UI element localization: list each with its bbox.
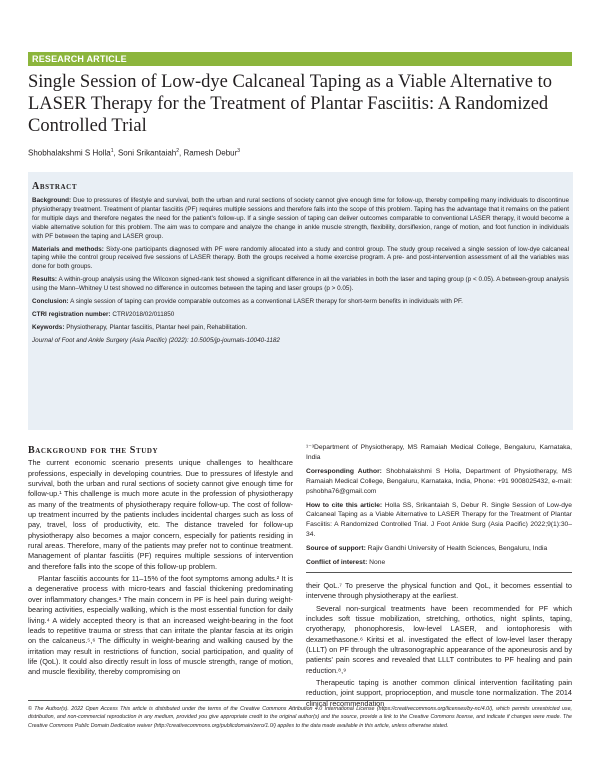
how-to-cite-text: Holla SS, Srikantaiah S, Debur R. Single Session of Low-dye Calcaneal Taping as a Viable Alternative to LASER Therapy for the Treatment of Plantar Fasciitis: A Randomized Controlled Trial. J Foot Ankle Surg (Asia Pacific) 2022;9(1):30–34.	[306, 501, 572, 539]
body-paragraph: Several non-surgical treatments have been recommended for PF which includes soft tissue mobilization, stretching, orthotics, night splints, taping, cryotherapy, phonophoresis, low-level LASER, and iontophoresis with dexamethasone.⁶ Kiritsi et al. investigated the effect of low-level laser therapy (LLLT) on PF through the ultrasonographic appearance of the aponeurosis and by patients' pain scores and revealed that LLLT contributes to PF healing and pain reduction.⁸,⁹	[306, 603, 572, 675]
author-name: Shobhalakshmi S Holla	[28, 148, 111, 158]
abstract-keywords-label: Keywords:	[32, 323, 65, 331]
right-column	[306, 443, 572, 709]
author-affiliation-marker: 2	[176, 148, 179, 154]
article-category-band	[28, 52, 572, 66]
conflict-of-interest-text: None	[367, 559, 386, 567]
corresponding-author-text: Shobhalakshmi S Holla, Department of Physiotherapy, MS Ramaiah Medical College, Bengaluru, Karnataka, India, Phone: +91 9008025432, e-mail: pshobha76@gmail.com	[306, 467, 572, 495]
conflict-of-interest-label: Conflict of interest:	[306, 559, 368, 567]
source-of-support-label: Source of support:	[306, 545, 366, 553]
abstract-conclusion-text: A single session of taping can provide comparable outcomes as a conventional LASER therapy for short-term benefits in individuals with PF.	[68, 298, 463, 306]
source-of-support	[306, 544, 572, 554]
abstract-ctri-text: CTRI/2018/02/011850	[110, 310, 175, 318]
abstract-methods-label: Materials and methods:	[32, 245, 104, 253]
abstract-methods	[32, 246, 569, 273]
body-paragraph: Plantar fasciitis accounts for 11–15% of the foot symptoms among adults.² It is a degenerative process with micro-tears and fascial thickening predominating over inflammatory changes.³ The main concern in PF is heel pain during weight-bearing activities, especially walking, which is the most essential function for daily living.⁴ A widely accepted theory is that an increased weight-bearing in the foot leads to repetitive trauma or stress that can irritate the plantar fascia at its origin on the calcaneus.⁵,⁶ The difficulty in weight-bearing and walking caused by the irritation may result in restrictions of function, social participation, and quality of life (QoL). It could also directly result in loss of muscle strength, range of motion, and muscle flexibility, thereby compromising on	[28, 574, 293, 677]
abstract-ctri-label: CTRI registration number:	[32, 310, 111, 318]
license-footer: © The Author(s). 2022 Open Access This article is distributed under the terms of the Creative Commons Attribution 4.0 International License (https://creativecommons.org/licenses/by-nc/4.0/), which permits unrestricted use, distribution, and non-commercial reproduction in any medium, provided you give appropriate credit to the original author(s) and the source, provide a link to the Creative Commons license, and indicate if changes were made. The Creative Commons Public Domain Dedication waiver (http://creativecommons.org/publicdomain/zero/1.0/) applies to the data made available in this article, unless otherwise stated.	[28, 706, 572, 729]
abstract-keywords	[32, 324, 569, 333]
body-paragraph: Therapeutic taping is another common clinical intervention facilitating pain reduction, joint support, proprioception, and muscle tone normalization. The 2014 clinical recommendation	[306, 678, 572, 708]
author-affiliation-marker: 3	[237, 148, 241, 154]
affiliation-block	[306, 443, 572, 568]
left-column	[28, 446, 293, 678]
section-heading: Background for the Study	[28, 445, 159, 456]
abstract-box	[28, 172, 573, 430]
abstract-conclusion	[32, 298, 569, 307]
abstract-background-text: Due to pressures of lifestyle and survival, both the urban and rural sections of society cannot give enough time for follow-up, thereby compelling many individuals to discontinue physiotherapy treatment. Treatment of plantar fasciitis (PF) requires multiple sessions and therefore falls into the scope of this problem. Taping has the advantage that it remains on the patient for multiple days and therefore negates the need for the patient's follow-up. If a single session of taping can deliver outcomes comparable to conventional LASER therapy, it would become a viable alternative solution for this problem. The aim was to compare and analyze the change in ankle muscle strength, flexibility, dorsiflexion, range of motion, and foot function in individuals with PF between the taping and LASER group.	[32, 197, 569, 240]
body-paragraph: their QoL.⁷ To preserve the physical function and QoL, it becomes essential to intervene through physiotherapy at the earliest.	[306, 580, 572, 601]
author-name: Soni Srikantaiah	[117, 148, 177, 158]
how-to-cite	[306, 501, 572, 541]
affiliation-dept: ¹⁻³Department of Physiotherapy, MS Ramaiah Medical College, Bengaluru, Karnataka, India	[306, 444, 572, 461]
article-category: RESEARCH ARTICLE	[32, 54, 127, 64]
how-to-cite-label: How to cite this article:	[306, 501, 383, 509]
author-list: Shobhalakshmi S Holla$^1$, Soni Srikantaiah$^2$, Ramesh Debur$^3$	[28, 148, 241, 158]
abstract-methods-text: Sixty-one participants diagnosed with PF were randomly allocated into a study and control group. The study group received a single session of low-dye calcaneal taping while the control group received five sessions of LASER therapy. Both the groups received a home exercise program. A pre- and post-intervention assessment of all the variables was done for both groups.	[32, 245, 569, 271]
conflict-of-interest	[306, 558, 572, 568]
author-affiliation-marker: 1	[110, 148, 114, 154]
article-title: Single Session of Low-dye Calcaneal Taping as a Viable Alternative to LASER Therapy for the Treatment of Plantar Fasciitis: A Randomized Controlled Trial	[28, 72, 553, 136]
abstract-keywords-text: Physiotherapy, Plantar fasciitis, Plantar heel pain, Rehabilitation.	[64, 323, 247, 331]
source-of-support-text: Rajiv Gandhi University of Health Sciences, Bengaluru, India	[365, 545, 548, 553]
abstract-results	[32, 276, 569, 294]
corresponding-author-label: Corresponding Author:	[306, 467, 382, 475]
corresponding-author	[306, 467, 572, 497]
abstract-results-label: Results:	[32, 276, 58, 284]
footer-divider	[28, 700, 572, 701]
affiliation-divider	[306, 572, 572, 573]
right-body-text	[306, 581, 572, 709]
body-paragraph: The current economic scenario presents unique challenges to healthcare professions, especially in developing countries. Due to pressures of lifestyle and survival, both the urban and rural sections of society cannot give enough time for follow-up.¹ This challenge is much more acute in the profession of physiotherapy as many of the treatments of physiotherapy require follow-up. The cost of follow-up treatment incurred by the patients includes incidental charges such as loss of pay, travel, loss of productivity, etc. The distance traveled for follow-up physiotherapy also becomes a major concern, especially for patients residing in rural areas. Therefore, many of the patients may prefer not to continue treatment. Management of plantar fasciitis (PF) requires multiple sessions of intervention and therefore falls into the scope of this follow-up problem.	[28, 458, 293, 571]
author-name: Ramesh Debur	[183, 148, 238, 158]
abstract-heading: Abstract	[32, 181, 78, 192]
abstract-background	[32, 197, 569, 242]
abstract-conclusion-label: Conclusion:	[32, 298, 69, 306]
abstract-ctri	[32, 311, 569, 320]
journal-reference: Journal of Foot and Ankle Surgery (Asia Pacific) (2022): 10.5005/jp-journals-10040-1182	[32, 336, 280, 344]
abstract-results-text: A within-group analysis using the Wilcoxon signed-rank test showed a significant difference in all the variables in both the laser and taping group (p < 0.05). A between-group analysis using the Mann–Whitney U test showed no difference in outcomes between the taping and laser groups (p > 0.05).	[32, 276, 569, 293]
abstract-background-label: Background:	[32, 197, 72, 204]
